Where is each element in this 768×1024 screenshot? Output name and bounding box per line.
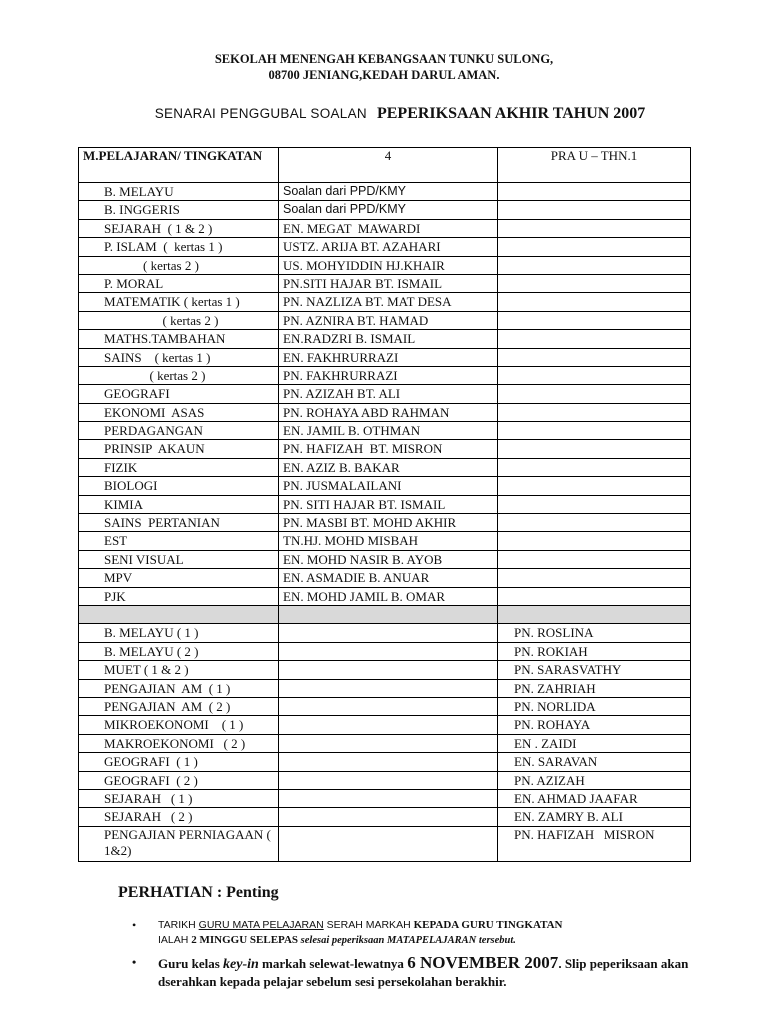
table-row [79,274,691,292]
table-row [79,789,691,807]
note-text: TARIKH [158,919,199,931]
subject-cell: PENGAJIAN AM ( 2 ) [79,697,279,715]
prau-teacher-cell [498,348,691,366]
prau-teacher-cell [498,422,691,440]
prau-teacher-cell: PN. ROSLINA [498,624,691,642]
form4-teacher-cell [279,716,498,734]
form4-teacher-cell: PN. MASBI BT. MOHD AKHIR [279,514,498,532]
table-row [79,624,691,642]
table-row [79,697,691,715]
form4-teacher-cell: PN. NAZLIZA BT. MAT DESA [279,293,498,311]
prau-teacher-cell: PN. NORLIDA [498,697,691,715]
header-subject-form: M.PELAJARAN/ TINGKATAN [79,148,279,183]
subject-cell: EKONOMI ASAS [79,403,279,421]
form4-teacher-cell: PN. HAFIZAH BT. MISRON [279,440,498,458]
form4-teacher-cell: EN. FAKHRURRAZI [279,348,498,366]
prau-teacher-cell [498,403,691,421]
subject-cell: GEOGRAFI ( 2 ) [79,771,279,789]
table-row [79,238,691,256]
note-underlined: GURU MATA PELAJARAN [198,919,324,931]
section-divider-row [79,605,691,623]
note-text: Guru kelas [158,956,224,971]
divider-cell [279,605,498,623]
prau-teacher-cell [498,385,691,403]
subject-cell: PERDAGANGAN [79,422,279,440]
table-row [79,532,691,550]
prau-teacher-cell [498,219,691,237]
table-header-row [79,148,691,183]
subject-cell: B. MELAYU ( 2 ) [79,642,279,660]
prau-teacher-cell: EN. AHMAD JAAFAR [498,789,691,807]
prau-teacher-cell: PN. ROHAYA [498,716,691,734]
subject-cell: P. ISLAM ( kertas 1 ) [79,238,279,256]
form4-teacher-cell [279,679,498,697]
subject-cell: PENGAJIAN PERNIAGAAN ( 1&2) [79,826,279,861]
table-row [79,753,691,771]
note-bold: KEPADA GURU TINGKATAN [413,919,563,931]
form4-teacher-cell: EN.RADZRI B. ISMAIL [279,330,498,348]
subject-cell: PJK [79,587,279,605]
divider-cell [79,605,279,623]
subject-cell: ( kertas 2 ) [79,366,279,384]
subject-cell: ( kertas 2 ) [79,311,279,329]
form4-teacher-cell: Soalan dari PPD/KMY [279,201,498,219]
table-row [79,826,691,861]
form4-teacher-cell [279,697,498,715]
subject-cell: SEJARAH ( 2 ) [79,808,279,826]
header-prau: PRA U – THN.1 [498,148,691,183]
form4-teacher-cell [279,789,498,807]
prau-teacher-cell [498,514,691,532]
form4-teacher-cell [279,661,498,679]
form4-teacher-cell [279,734,498,752]
table-row [79,201,691,219]
form4-teacher-cell: EN. MEGAT MAWARDI [279,219,498,237]
notice-list [132,918,732,990]
notice-item [132,918,732,948]
table-row [79,422,691,440]
subject-cell: SEJARAH ( 1 & 2 ) [79,219,279,237]
prau-teacher-cell: PN. ZAHRIAH [498,679,691,697]
table-row [79,569,691,587]
exam-name: PEPERIKSAAN AKHIR TAHUN 2007 [376,105,646,122]
prau-teacher-cell: PN. AZIZAH [498,771,691,789]
subject-cell: PENGAJIAN AM ( 1 ) [79,679,279,697]
table-row [79,661,691,679]
prau-teacher-cell [498,550,691,568]
prau-teacher-cell [498,495,691,513]
form4-teacher-cell [279,642,498,660]
form4-teacher-cell: PN. FAKHRURRAZI [279,366,498,384]
notice-title: PERHATIAN : Penting [118,884,279,901]
subject-cell: SEJARAH ( 1 ) [79,789,279,807]
table-row [79,514,691,532]
prau-teacher-cell [498,201,691,219]
table-row [79,642,691,660]
divider-cell [498,605,691,623]
note-bold-italic: selesai peperiksaan MATAPELAJARAN tersebut. [298,935,516,946]
form4-teacher-cell: USTZ. ARIJA BT. AZAHARI [279,238,498,256]
table-row [79,385,691,403]
prau-teacher-cell [498,183,691,201]
table-row [79,550,691,568]
subject-cell: SENI VISUAL [79,550,279,568]
table-row [79,458,691,476]
form4-teacher-cell: Soalan dari PPD/KMY [279,183,498,201]
form4-teacher-cell: EN. ASMADIE B. ANUAR [279,569,498,587]
form4-teacher-cell [279,753,498,771]
form4-teacher-cell: EN. JAMIL B. OTHMAN [279,422,498,440]
subject-cell: MUET ( 1 & 2 ) [79,661,279,679]
table-row [79,771,691,789]
table-row [79,311,691,329]
prau-teacher-cell: PN. ROKIAH [498,642,691,660]
form4-teacher-cell [279,808,498,826]
form4-teacher-cell [279,771,498,789]
subject-cell: MPV [79,569,279,587]
examiner-table-body [79,148,691,862]
subject-cell: EST [79,532,279,550]
subject-cell: BIOLOGI [79,477,279,495]
form4-teacher-cell: PN. SITI HAJAR BT. ISMAIL [279,495,498,513]
form4-teacher-cell: PN. AZNIRA BT. HAMAD [279,311,498,329]
form4-teacher-cell [279,624,498,642]
table-row [79,587,691,605]
prau-teacher-cell: PN. HAFIZAH MISRON [498,826,691,861]
note-keyword: key-in [223,957,259,972]
examiner-table [78,147,691,862]
prau-teacher-cell [498,330,691,348]
subject-cell: FIZIK [79,458,279,476]
prau-teacher-cell [498,458,691,476]
table-row [79,440,691,458]
subject-cell: PRINSIP AKAUN [79,440,279,458]
prau-teacher-cell [498,366,691,384]
subject-cell: MATHS.TAMBAHAN [79,330,279,348]
subject-cell: SAINS PERTANIAN [79,514,279,532]
subject-cell: MATEMATIK ( kertas 1 ) [79,293,279,311]
table-row [79,293,691,311]
prau-teacher-cell [498,256,691,274]
subject-cell: GEOGRAFI [79,385,279,403]
prau-teacher-cell [498,311,691,329]
table-row [79,403,691,421]
prau-teacher-cell [498,569,691,587]
table-row [79,716,691,734]
prau-teacher-cell [498,440,691,458]
table-row [79,348,691,366]
form4-teacher-cell: PN. AZIZAH BT. ALI [279,385,498,403]
subject-cell: ( kertas 2 ) [79,256,279,274]
form4-teacher-cell: PN.SITI HAJAR BT. ISMAIL [279,274,498,292]
subject-cell: SAINS ( kertas 1 ) [79,348,279,366]
prau-teacher-cell: EN . ZAIDI [498,734,691,752]
form4-teacher-cell: EN. AZIZ B. BAKAR [279,458,498,476]
list-title [0,105,768,123]
form4-teacher-cell: PN. ROHAYA ABD RAHMAN [279,403,498,421]
table-row [79,477,691,495]
header-form4: 4 [279,148,498,183]
note-text: markah selewat-lewatnya [258,956,408,971]
note-text: SERAH MARKAH [323,919,414,931]
form4-teacher-cell: EN. MOHD JAMIL B. OMAR [279,587,498,605]
bullet-icon: • [132,918,137,932]
prau-teacher-cell [498,587,691,605]
subject-cell: P. MORAL [79,274,279,292]
table-row [79,183,691,201]
prau-teacher-cell [498,274,691,292]
note-text: . Slip peperiksaan akan dserahkan kepada pelajar sebelum sesi persekolahan berakhir. [158,956,689,989]
subject-cell: B. MELAYU [79,183,279,201]
table-row [79,808,691,826]
note-bold: 2 MINGGU SELEPAS [191,934,299,946]
table-row [79,366,691,384]
table-row [79,330,691,348]
subject-cell: B. INGGERIS [79,201,279,219]
form4-teacher-cell: TN.HJ. MOHD MISBAH [279,532,498,550]
table-row [79,495,691,513]
form4-teacher-cell: EN. MOHD NASIR B. AYOB [279,550,498,568]
note-text: IALAH [158,934,192,946]
form4-teacher-cell: PN. JUSMALAILANI [279,477,498,495]
note-deadline: 6 NOVEMBER 2007 [407,953,559,972]
prau-teacher-cell [498,293,691,311]
prau-teacher-cell: EN. ZAMRY B. ALI [498,808,691,826]
prau-teacher-cell [498,532,691,550]
prau-teacher-cell [498,238,691,256]
table-row [79,679,691,697]
prau-teacher-cell: EN. SARAVAN [498,753,691,771]
notice-item [132,954,732,990]
table-row [79,219,691,237]
bullet-icon: • [132,955,137,969]
school-name: SEKOLAH MENENGAH KEBANGSAAN TUNKU SULONG, [214,52,554,66]
subject-cell: KIMIA [79,495,279,513]
prau-teacher-cell [498,477,691,495]
form4-teacher-cell: US. MOHYIDDIN HJ.KHAIR [279,256,498,274]
form4-teacher-cell [279,826,498,861]
school-address: 08700 JENIANG,KEDAH DARUL AMAN. [268,68,500,82]
subject-cell: B. MELAYU ( 1 ) [79,624,279,642]
subject-cell: MAKROEKONOMI ( 2 ) [79,734,279,752]
table-row [79,734,691,752]
subject-cell: MIKROEKONOMI ( 1 ) [79,716,279,734]
subject-cell: GEOGRAFI ( 1 ) [79,753,279,771]
prau-teacher-cell: PN. SARASVATHY [498,661,691,679]
list-prefix: SENARAI PENGGUBAL SOALAN [154,106,367,121]
table-row [79,256,691,274]
